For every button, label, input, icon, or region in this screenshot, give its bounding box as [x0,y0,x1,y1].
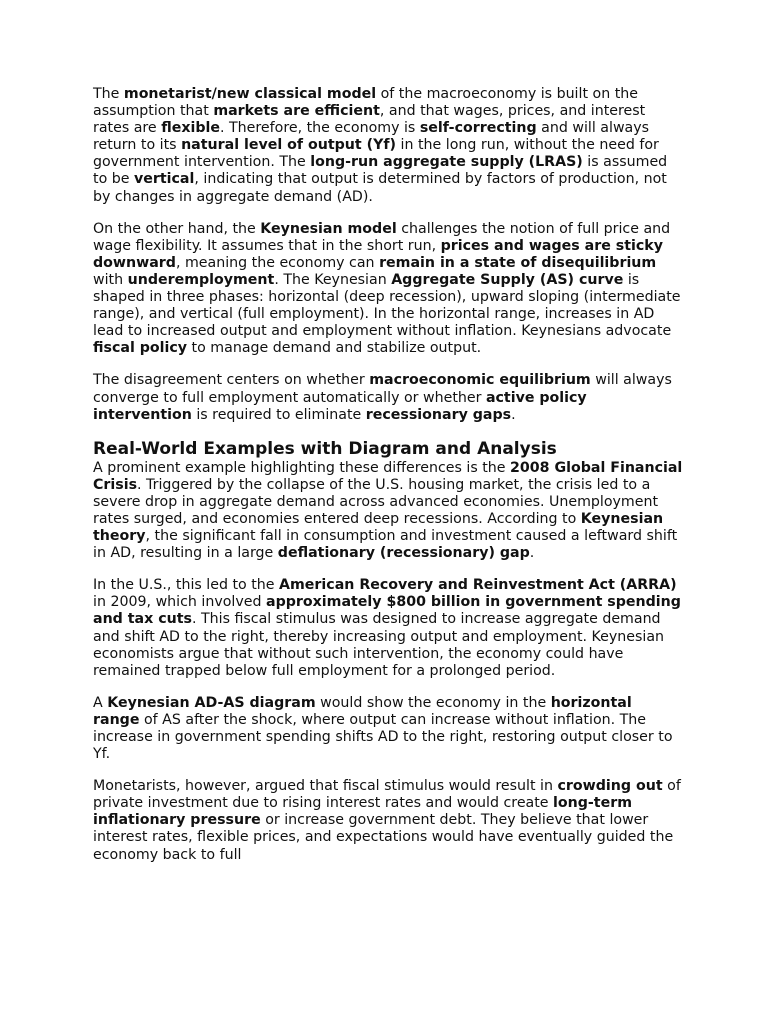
text-run: A prominent example highlighting these differences is the [93,459,511,476]
text-run: A [93,694,108,711]
bold-term: markets are efficient [213,103,380,120]
text-run: . Triggered by the collapse of the U.S. housing market, the crisis led to a severe drop in aggregate demand across advanced economies. Unemployment rates surged, and economies entered deep recessions. According to [93,476,659,527]
bold-term: long-run aggregate supply (LRAS) [310,154,583,171]
text-run: Monetarists, however, argued that fiscal stimulus would result in [93,778,558,795]
text-run: . Therefore, the economy is [219,120,420,137]
text-run: is shaped in three phases: horizontal (deep recession), upward sloping (intermediate range), and vertical (full employment). In the horizontal range, increases in AD lead to increased output and employment without inflation. Keynesians advocate [93,271,681,340]
bold-term: active policy intervention [93,389,587,423]
paragraph-keynesian-model [93,221,683,358]
text-run: to manage demand and stabilize output. [187,340,482,357]
bold-term: American Recovery and Reinvestment Act (ARRA) [279,577,677,594]
text-run: in 2009, which involved [93,594,267,611]
bold-term: deflationary (recessionary) gap [277,545,530,562]
text-run: of private investment due to rising interest rates and would create [93,778,681,812]
bold-term: Keynesian theory [93,510,664,545]
text-run: will always converge to full employment automatically or whether [93,372,672,406]
text-run: , and that wages, prices, and interest rates are [93,103,646,137]
bold-term: vertical [134,171,195,188]
bold-term: underemployment [127,271,275,288]
text-run: . The Keynesian [274,271,392,288]
text-run: The disagreement centers on whether [93,372,370,389]
text-run: In the U.S., this led to the [93,577,280,594]
text-run: or increase government debt. They believe that lower interest rates, flexible prices, and expectations would have eventually guided the economy back to full [93,812,674,863]
bold-term: monetarist/new classical model [123,86,377,102]
paragraph-ad-as-diagram [93,695,683,763]
bold-term: recessionary gaps [365,406,512,423]
text-run: would show the economy in the [315,694,551,711]
bold-term: 2008 Global Financial Crisis [93,459,683,493]
text-run: of AS after the shock, where output can increase without inflation. The increase in government spending shifts AD to the right, restoring output closer to Yf. [93,711,673,763]
bold-term: approximately $800 billion in government spending and tax cuts [93,594,681,628]
text-run: and will always return to its [93,120,650,154]
bold-term: flexible [161,120,220,137]
paragraph-monetarist-model [93,86,683,206]
paragraph-arra [93,577,683,680]
bold-term: prices and wages are sticky downward [93,237,663,271]
bold-term: horizontal range [93,694,632,728]
text-run: , meaning the economy can [175,254,380,271]
text-run: with [93,271,128,288]
bold-term: natural level of output (Yf) [181,137,397,154]
bold-term: self-correcting [419,120,537,137]
paragraph-disagreement [93,372,683,423]
text-run: in the long run, without the need for government intervention. The [93,137,659,171]
bold-term: fiscal policy [93,340,188,357]
bold-term: remain in a state of disequilibrium [379,254,657,271]
text-run: , the significant fall in consumption and investment caused a leftward shift in AD, resulting in a large [93,528,678,562]
text-run: is assumed to be [93,154,668,188]
text-run: of the macroeconomy is built on the assumption that [93,86,638,120]
section-heading: Real-World Examples with Diagram and Analysis [93,438,557,459]
bold-term: Keynesian model [260,220,397,237]
bold-term: macroeconomic equilibrium [369,372,591,389]
paragraph-financial-crisis [93,460,683,563]
text-run: . [529,545,535,562]
bold-term: Aggregate Supply (AS) curve [391,271,624,288]
text-run: . [511,406,516,423]
bold-term: long-term inflationary pressure [93,795,632,829]
document-page [93,86,683,879]
paragraph-monetarist-critique [93,778,683,863]
text-run: , indicating that output is determined by factors of production, not by changes in aggregate demand (AD). [93,171,667,205]
bold-term: Keynesian AD-AS diagram [107,694,316,711]
bold-term: crowding out [557,778,663,795]
text-run: challenges the notion of full price and wage flexibility. It assumes that in the short run, [93,220,671,254]
text-run: The [93,86,124,102]
text-run: is required to eliminate [191,406,366,423]
text-run: On the other hand, the [93,220,261,237]
text-run: . This fiscal stimulus was designed to increase aggregate demand and shift AD to the right, thereby increasing output and employment. Keynesian economists argue that without such intervention, the economy could have remained trapped below full employment for a prolonged period. [93,611,665,679]
